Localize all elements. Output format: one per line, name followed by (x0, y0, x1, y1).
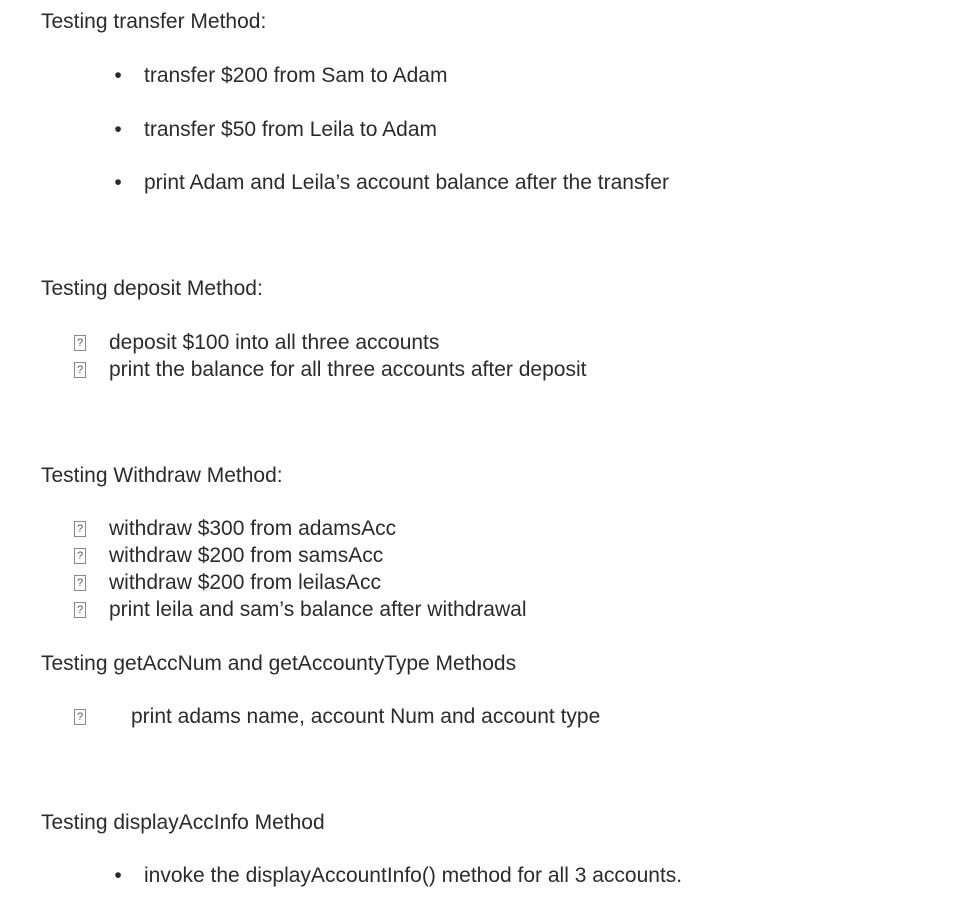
list-item-text: print the balance for all three accounts after deposit (109, 358, 587, 381)
missing-glyph-icon: ? (74, 362, 86, 378)
missing-glyph-icon: ? (74, 548, 86, 564)
missing-glyph-icon: ? (74, 709, 86, 725)
list-item-text: print Adam and Leila’s account balance after the transfer (144, 171, 669, 194)
list-item-text: withdraw $200 from samsAcc (109, 544, 384, 567)
deposit-section-heading: Testing deposit Method: (41, 277, 263, 300)
list-item-text: invoke the displayAccountInfo() method for all 3 accounts. (144, 864, 683, 887)
displayaccinfo-section-heading: Testing displayAccInfo Method (41, 811, 325, 834)
bullet-icon: • (114, 864, 122, 887)
list-item-text: withdraw $200 from leilasAcc (109, 571, 381, 594)
bullet-icon: • (114, 171, 122, 194)
missing-glyph-icon: ? (74, 602, 86, 618)
getaccnum-section-heading: Testing getAccNum and getAccountyType Methods (41, 652, 517, 675)
list-item-text: deposit $100 into all three accounts (109, 331, 440, 354)
list-item-text: transfer $200 from Sam to Adam (144, 64, 448, 87)
bullet-icon: • (114, 118, 122, 141)
missing-glyph-icon: ? (74, 575, 86, 591)
list-item-text: withdraw $300 from adamsAcc (109, 517, 397, 540)
list-item-text: print adams name, account Num and account type (131, 705, 601, 728)
list-item-text: print leila and sam’s balance after withdrawal (109, 598, 527, 621)
bullet-icon: • (114, 64, 122, 87)
list-item-text: transfer $50 from Leila to Adam (144, 118, 437, 141)
missing-glyph-icon: ? (74, 335, 86, 351)
transfer-section-heading: Testing transfer Method: (41, 10, 267, 33)
withdraw-section-heading: Testing Withdraw Method: (41, 464, 283, 487)
missing-glyph-icon: ? (74, 521, 86, 537)
